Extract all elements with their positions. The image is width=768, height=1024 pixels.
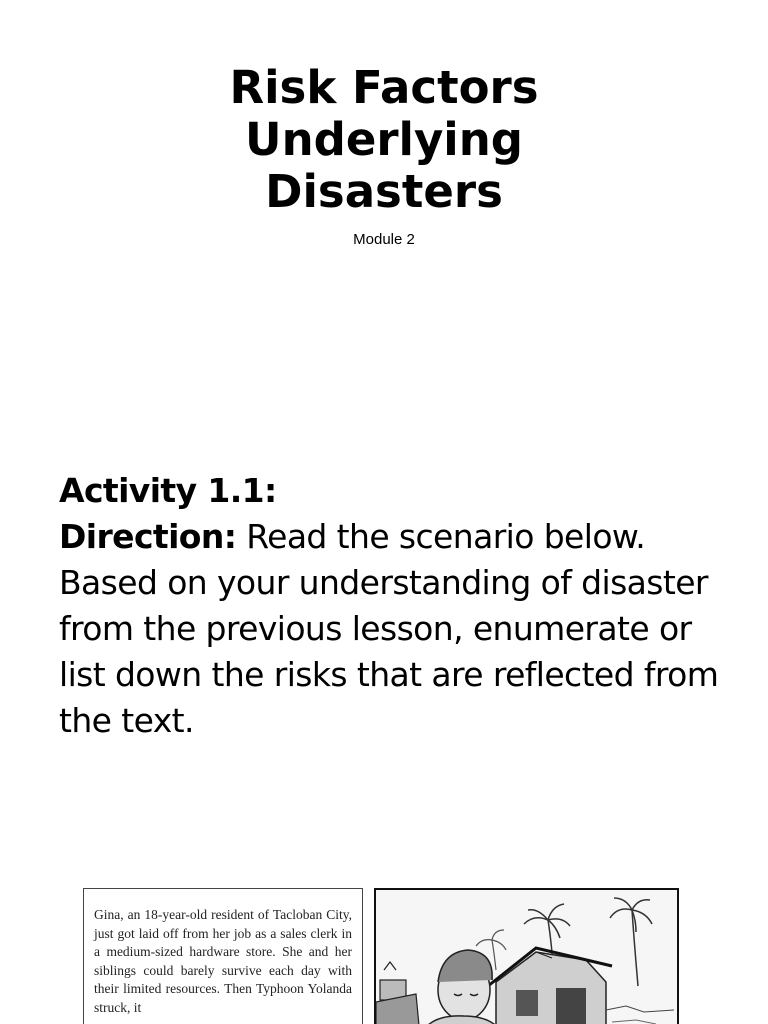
activity-heading: Activity 1.1: <box>59 471 277 510</box>
scenario-text-box <box>83 888 363 1024</box>
scenario-illustration <box>374 888 679 1024</box>
page-title <box>0 62 768 218</box>
module-label: Module 2 <box>353 231 415 248</box>
illustration-sketch <box>376 890 677 1024</box>
scenario-text: Gina, an 18-year-old resident of Tacloban City, just got laid off from her job as a sales clerk in a medium-sized hardware store. She and her siblings could barely survive each day with their limited resources. Then Typhoon Yolanda struck, it <box>94 907 352 1015</box>
direction-label: Direction: <box>59 517 237 556</box>
title-line-2: Underlying <box>245 113 523 166</box>
direction-text: Read the scenario below. Based on your understanding of disaster from the previous lesson, enumerate or list down the risks that are reflected from the text. <box>59 517 719 740</box>
activity-section <box>59 468 739 744</box>
title-line-3: Disasters <box>265 165 503 218</box>
title-line-1: Risk Factors <box>229 61 539 114</box>
